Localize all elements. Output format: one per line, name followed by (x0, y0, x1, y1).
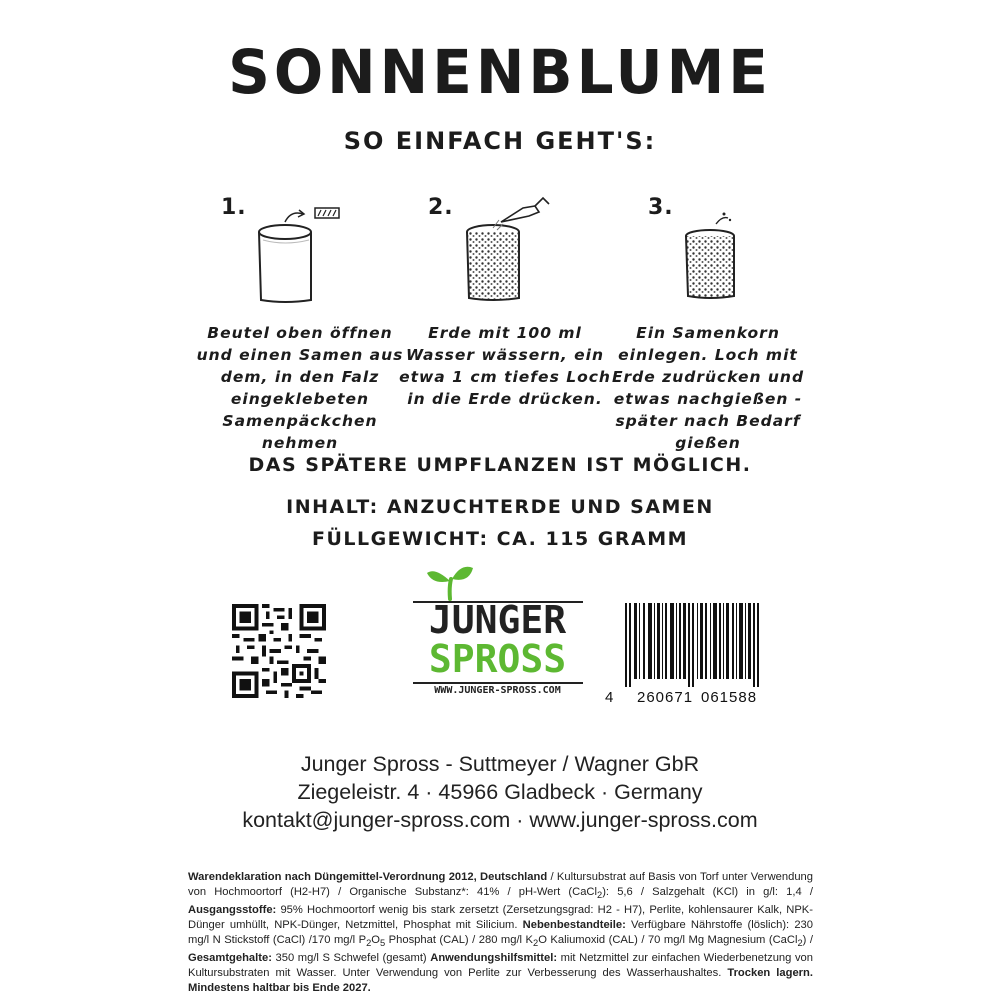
step-3-text: Ein Samenkorn einlegen. Loch mit Erde zudrücken und etwas nachgießen - später nach Bedarf gießen (611, 324, 805, 452)
barcode-digits-group1: 260671 (637, 689, 694, 706)
qr-code[interactable] (232, 604, 326, 698)
subscript: 2 (533, 938, 539, 949)
declaration-text-4e: ) / (802, 934, 814, 947)
replant-note: DAS SPÄTERE UMPFLANZEN IST MÖGLICH. (248, 454, 752, 476)
step-1-number: 1. (221, 195, 247, 220)
company-address: Ziegeleistr. 4 · 45966 Gladbeck · Germany (297, 780, 703, 804)
brand-logo (405, 565, 590, 705)
step-1-text: Beutel oben öffnen und einen Samen aus dem, in den Falz eingeklebeten Samenpäckchen nehmen (196, 324, 404, 452)
declaration-text-4: Verfügbare Nährstoffe (löslich): 230 mg/l N Stickstoff (CaCl) /170 mg/l P (188, 919, 813, 947)
subscript: 2 (797, 938, 803, 949)
declaration-text-3: 95% Hochmoortorf wenig bis stark zersetzt (Zersetzungsgrad: H2 - H7), Perlite, kohlensaurer Kalk, NPK-Dünger umhüllt, NPK-Dünger, Netzmittel, Phosphat mit Silicium. (188, 904, 813, 932)
total-content-heading: Gesamtgehalte: (188, 952, 272, 965)
watering-bag-icon (463, 190, 553, 310)
company-contact[interactable]: kontakt@junger-spross.com · www.junger-spross.com (242, 808, 758, 832)
declaration-text-4b: O (371, 934, 380, 947)
content-note: INHALT: ANZUCHTERDE UND SAMEN (286, 496, 714, 518)
declaration-text-2: ): 5,6 / Salzgehalt (KCl) in g/l: 1,4 / (602, 886, 813, 898)
declaration-text-4c: Phosphat (CAL) / 280 mg/l K (385, 934, 534, 947)
weight-note: FÜLLGEWICHT: CA. 115 GRAMM (311, 528, 689, 550)
subscript: 2 (597, 890, 603, 901)
step-2-number: 2. (428, 195, 454, 220)
logo-word-junger: JUNGER (428, 598, 567, 642)
barcode-digit-lead: 4 (605, 689, 614, 706)
storage-note: Trocken lagern. Mindestens haltbar bis Ende 2027. (188, 967, 813, 995)
declaration-heading: Warendeklaration nach Düngemittel-Verordnung 2012, Deutschland (188, 871, 548, 883)
company-name: Junger Spross - Suttmeyer / Wagner GbR (300, 752, 700, 776)
declaration-text-5: 350 mg/l S Schwefel (gesamt) (271, 952, 431, 965)
step-2-text: Erde mit 100 ml Wasser wässern, ein etwa 1 cm tiefes Loch in die Erde drücken. (399, 324, 611, 408)
logo-word-spross: SPROSS (428, 637, 567, 681)
fertilizer-declaration (188, 870, 813, 996)
logo-rule-bottom (413, 682, 583, 684)
logo-url[interactable]: WWW.JUNGER-SPROSS.COM (434, 685, 561, 696)
declaration-text-1: / Kultursubstrat auf Basis von Torf unter Verwendung von Hochmoortorf (H2-H7) / Organische Substanz*: 41% / pH-Wert (CaCl (188, 871, 813, 898)
application-aids-heading: Anwendungshilfsmittel: (430, 952, 558, 965)
ingredients-heading: Ausgangsstoffe: (188, 904, 277, 917)
declaration-text-5b: mit Netzmittel zur einfachen Wiederbenetzung von Kultursubstraten mit Wasser. Unter Verwendung von Perlite zur Verbesserung des Wasserhaushaltes. (188, 952, 813, 980)
barcode-bars (605, 603, 775, 687)
sprout-icon (425, 565, 475, 601)
instructions-heading: SO EINFACH GEHT'S: (343, 127, 657, 155)
subscript: 5 (379, 938, 386, 949)
side-components-heading: Nebenbestandteile: (522, 919, 626, 932)
subscript: 2 (366, 938, 372, 949)
seed-bag-icon (680, 210, 760, 310)
declaration-text-4d: O Kaliumoxid (CAL) / 70 mg/l Mg Magnesium (CaCl (538, 934, 798, 947)
bag-open-icon (255, 200, 350, 310)
barcode (605, 603, 775, 708)
product-title: SONNENBLUME (228, 36, 772, 108)
step-3-number: 3. (648, 195, 674, 220)
barcode-digits-group2: 061588 (701, 689, 758, 706)
